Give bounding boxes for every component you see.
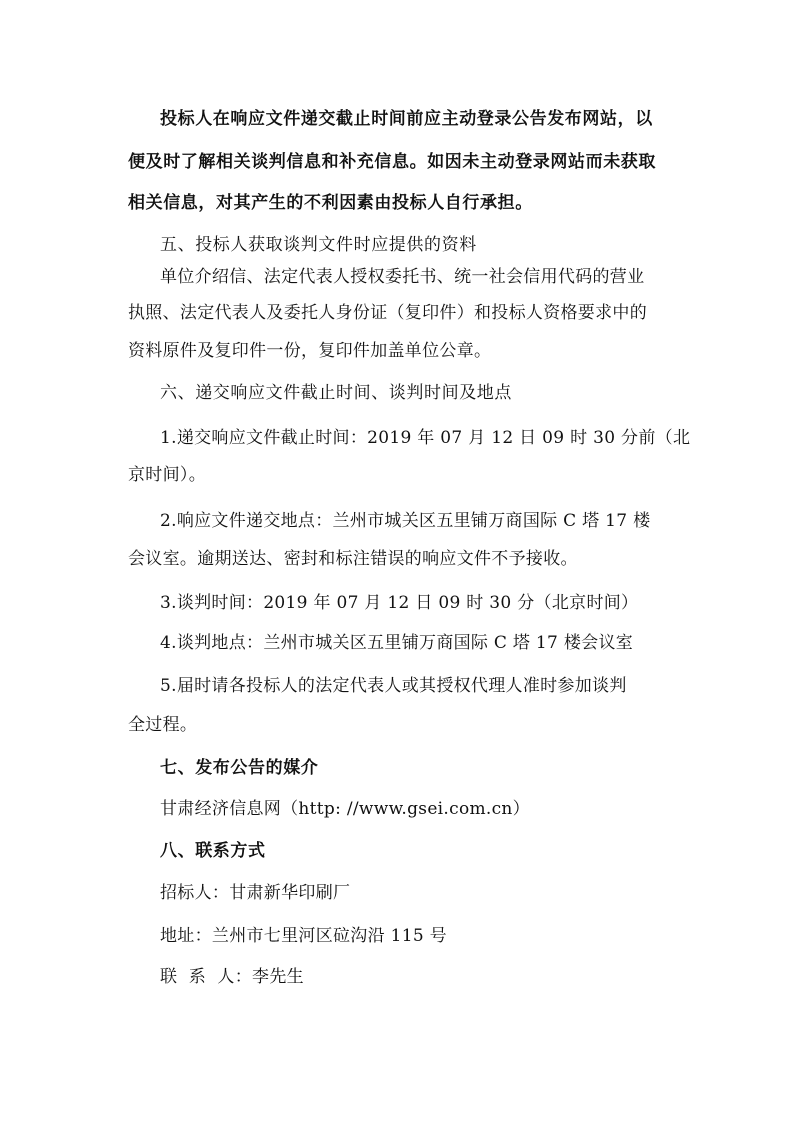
section6-item4: 4.谈判地点：兰州市城关区五里铺万商国际 C 塔 17 楼会议室 <box>160 633 634 653</box>
section5-body-line-2: 执照、法定代表人及委托人身份证（复印件）和投标人资格要求中的 <box>128 303 647 323</box>
section6-item2-line-1: 2.响应文件递交地点：兰州市城关区五里铺万商国际 C 塔 17 楼 <box>160 511 651 531</box>
section5-heading: 五、投标人获取谈判文件时应提供的资料 <box>160 235 477 255</box>
notice-bold-line-3: 相关信息，对其产生的不利因素由投标人自行承担。 <box>128 193 533 213</box>
section6-item1-line-1: 1.递交响应文件截止时间：2019 年 07 月 12 日 09 时 30 分前（北 <box>160 428 691 448</box>
section6-item5-line-1: 5.届时请各投标人的法定代表人或其授权代理人准时参加谈判 <box>160 676 627 696</box>
section6-item2-line-2: 会议室。逾期送达、密封和标注错误的响应文件不予接收。 <box>128 549 578 569</box>
section6-item3: 3.谈判时间：2019 年 07 月 12 日 09 时 30 分（北京时间） <box>160 593 639 613</box>
section6-heading: 六、递交响应文件截止时间、谈判时间及地点 <box>160 383 512 403</box>
section6-item1-line-2: 京时间）。 <box>128 465 206 485</box>
notice-bold-line-2: 便及时了解相关谈判信息和补充信息。如因未主动登录网站而未获取 <box>128 152 656 172</box>
section6-item5-line-2: 全过程。 <box>128 715 198 735</box>
section8-heading: 八、联系方式 <box>160 841 266 861</box>
notice-bold-line-1: 投标人在响应文件递交截止时间前应主动登录公告发布网站，以 <box>160 109 653 129</box>
section5-body-line-1: 单位介绍信、法定代表人授权委托书、统一社会信用代码的营业 <box>160 267 645 287</box>
section5-body-line-3: 资料原件及复印件一份，复印件加盖单位公章。 <box>128 341 492 361</box>
section7-heading: 七、发布公告的媒介 <box>160 758 319 778</box>
section8-contact: 联 系 人：李先生 <box>160 967 304 987</box>
section7-body: 甘肃经济信息网（http: //www.gsei.com.cn） <box>160 799 530 819</box>
section8-tenderer: 招标人：甘肃新华印刷厂 <box>160 883 351 903</box>
section8-address: 地址：兰州市七里河区砬沟沿 115 号 <box>160 926 447 946</box>
